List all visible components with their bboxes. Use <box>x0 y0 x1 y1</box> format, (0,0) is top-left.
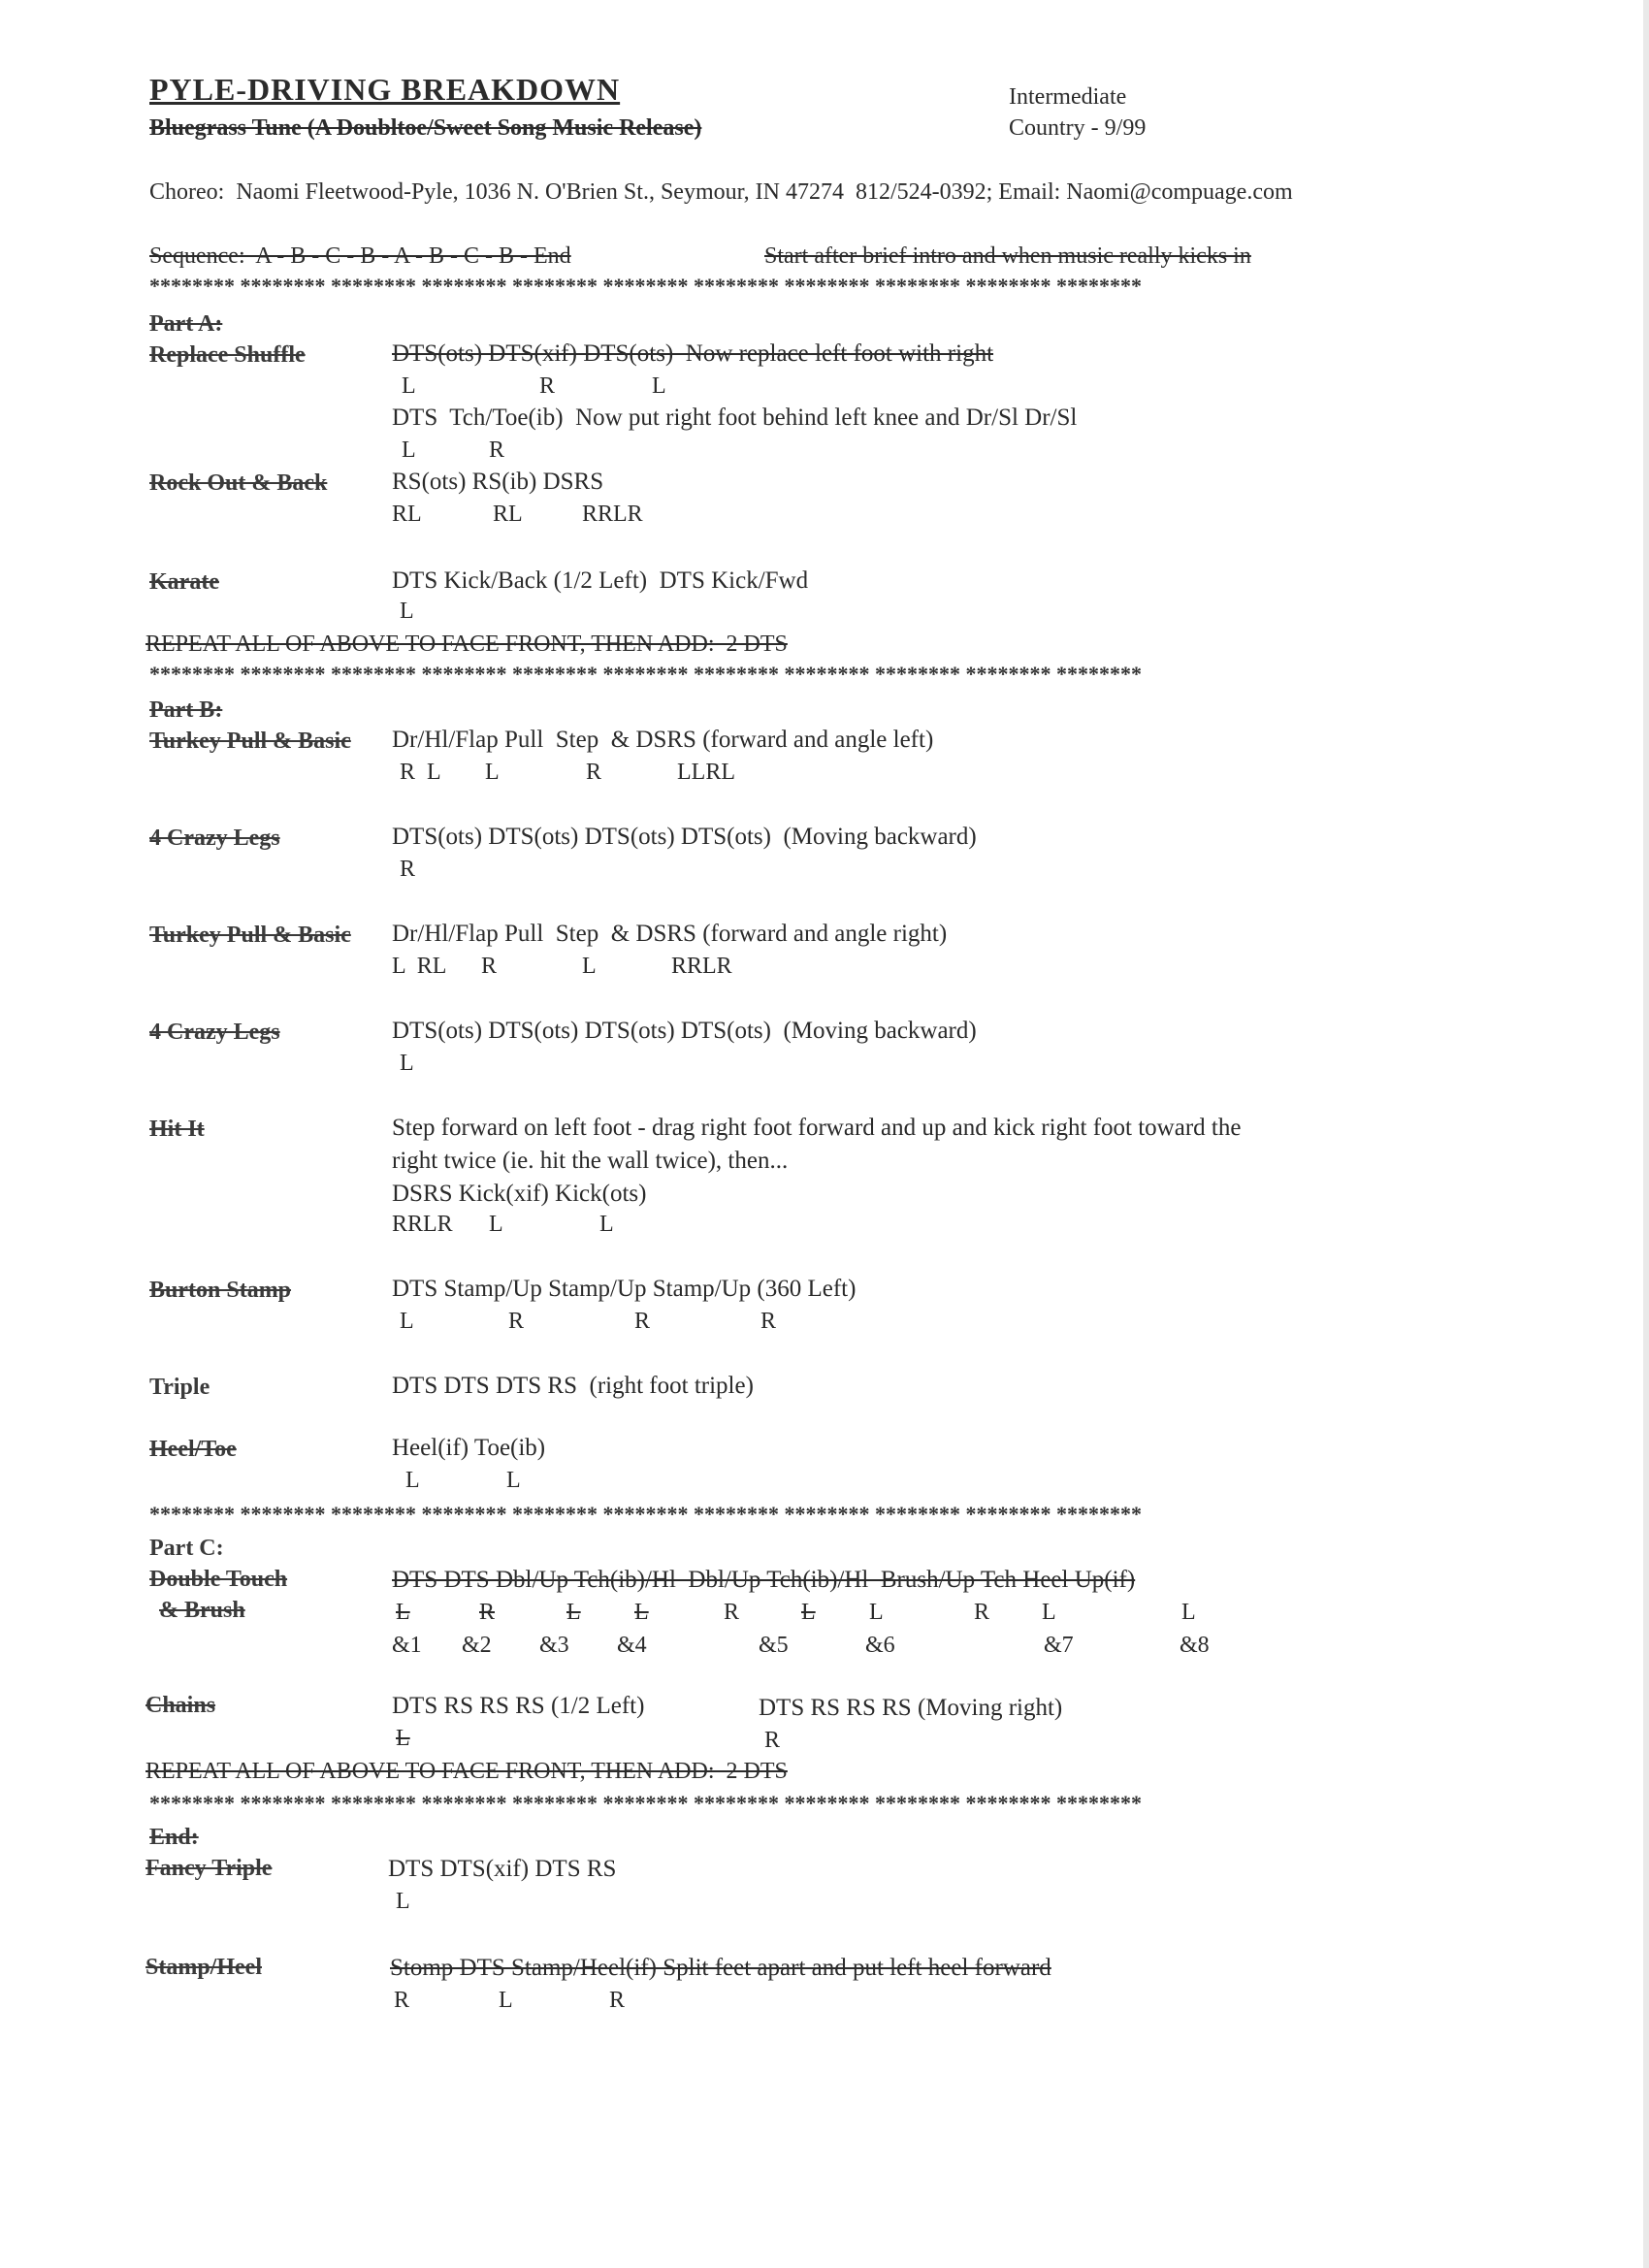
step-label-heel-toe: Heel/Toe <box>149 1437 237 1462</box>
foot-marker: L <box>402 437 416 463</box>
step-label-stamp-heel: Stamp/Heel <box>146 1955 262 1980</box>
foot-marker: R <box>400 857 416 882</box>
count-marker: &8 <box>1180 1633 1210 1658</box>
foot-marker: R <box>479 1600 496 1625</box>
foot-marker: L <box>396 1600 410 1625</box>
part-a-heading: Part A: <box>149 311 223 337</box>
foot-marker: L <box>400 1051 414 1076</box>
step-label-double-touch: Double Touch <box>149 1567 288 1592</box>
foot-marker: R <box>634 1309 651 1334</box>
count-marker: &6 <box>865 1633 895 1658</box>
foot-marker: L <box>599 1212 614 1237</box>
separator: ******** ******** ******** ******** ******** ******** ******** ******** ******** ******** ******** <box>149 1791 1142 1815</box>
foot-marker: L <box>400 1309 414 1334</box>
count-marker: &7 <box>1044 1633 1074 1658</box>
foot-marker: R <box>481 954 498 979</box>
step-label-rock-out: Rock Out & Back <box>149 470 328 496</box>
step-label-chains: Chains <box>146 1693 216 1718</box>
foot-marker: R <box>760 1309 777 1334</box>
part-c-heading: Part C: <box>149 1536 224 1561</box>
step-description: DTS(ots) DTS(xif) DTS(ots) Now replace left foot with right <box>392 340 994 367</box>
foot-marker: L RL <box>392 954 447 979</box>
foot-marker: R <box>764 1728 781 1753</box>
count-marker: &5 <box>759 1633 789 1658</box>
step-description: right twice (ie. hit the wall twice), then... <box>392 1148 789 1174</box>
step-description: RS(ots) RS(ib) DSRS <box>392 469 604 495</box>
step-description: DTS Stamp/Up Stamp/Up Stamp/Up (360 Left) <box>392 1276 857 1302</box>
step-description: Heel(if) Toe(ib) <box>392 1435 546 1461</box>
count-marker: &3 <box>539 1633 569 1658</box>
foot-marker: RL <box>392 502 422 527</box>
step-label-fancy-triple: Fancy Triple <box>146 1856 273 1881</box>
level-label: Intermediate <box>1009 84 1127 110</box>
foot-marker: L <box>396 1726 410 1751</box>
step-description: DTS RS RS RS (Moving right) <box>759 1695 1063 1721</box>
count-marker: &2 <box>462 1633 492 1658</box>
foot-marker: L <box>489 1212 503 1237</box>
repeat-instruction: REPEAT ALL OF ABOVE TO FACE FRONT, THEN ADD: 2 DTS <box>146 632 788 657</box>
step-label-crazy-legs: 4 Crazy Legs <box>149 1020 280 1045</box>
foot-marker: L <box>1181 1600 1196 1625</box>
separator: ******** ******** ******** ******** ******** ******** ******** ******** ******** ******** ******** <box>149 662 1142 686</box>
choreographer-info: Choreo: Naomi Fleetwood-Pyle, 1036 N. O'Brien St., Seymour, IN 47274 812/524-0392; Email: Naomi@compuage.com <box>149 179 1293 205</box>
step-label-double-touch-brush: & Brush <box>159 1598 245 1623</box>
foot-marker: R <box>489 437 505 463</box>
step-description: DTS RS RS RS (1/2 Left) <box>392 1693 645 1719</box>
foot-marker: LLRL <box>677 760 735 785</box>
step-label-hit-it: Hit It <box>149 1117 205 1142</box>
step-description: Step forward on left foot - drag right foot forward and up and kick right foot toward the <box>392 1115 1242 1141</box>
foot-marker: L <box>485 760 500 785</box>
step-description: DTS DTS Dbl/Up Tch(ib)/Hl Dbl/Up Tch(ib)/Hl Brush/Up Tch Heel Up(if) <box>392 1567 1136 1593</box>
foot-marker: L <box>566 1600 581 1625</box>
step-label-replace-shuffle: Replace Shuffle <box>149 342 306 368</box>
step-label-turkey-pull: Turkey Pull & Basic <box>149 729 351 754</box>
count-marker: &4 <box>617 1633 647 1658</box>
foot-marker: L <box>405 1468 420 1493</box>
scan-edge-shadow <box>1643 0 1649 2268</box>
step-description: DTS(ots) DTS(ots) DTS(ots) DTS(ots) (Moving backward) <box>392 824 977 850</box>
foot-marker: L <box>652 373 666 399</box>
foot-marker: L <box>634 1600 649 1625</box>
step-description: Dr/Hl/Flap Pull Step & DSRS (forward and angle right) <box>392 921 948 947</box>
foot-marker: RRLR <box>582 502 643 527</box>
foot-marker: L <box>869 1600 884 1625</box>
step-label-triple: Triple <box>149 1375 210 1400</box>
step-description: DTS Kick/Back (1/2 Left) DTS Kick/Fwd <box>392 567 809 594</box>
foot-marker: L <box>801 1600 816 1625</box>
step-description: Dr/Hl/Flap Pull Step & DSRS (forward and angle left) <box>392 727 934 753</box>
foot-marker: L <box>396 1889 410 1914</box>
separator: ******** ******** ******** ******** ******** ******** ******** ******** ******** ******** ******** <box>149 274 1142 298</box>
foot-marker: L <box>400 599 414 624</box>
foot-marker: R <box>508 1309 525 1334</box>
style-date: Country - 9/99 <box>1009 115 1147 141</box>
step-description: DTS Tch/Toe(ib) Now put right foot behind left knee and Dr/Sl Dr/Sl <box>392 405 1078 431</box>
foot-marker: L <box>402 373 416 399</box>
page-subtitle: Bluegrass Tune (A Doubltoe/Sweet Song Music Release) <box>149 115 702 141</box>
foot-marker: L <box>582 954 597 979</box>
part-b-heading: Part B: <box>149 697 223 723</box>
foot-marker: R L <box>400 760 441 785</box>
step-description: Stomp DTS Stamp/Heel(if) Split feet apart and put left heel forward <box>390 1955 1051 1981</box>
step-description: DTS DTS(xif) DTS RS <box>388 1856 617 1882</box>
foot-marker: L <box>499 1988 513 2013</box>
foot-marker: R <box>539 373 556 399</box>
step-label-burton-stamp: Burton Stamp <box>149 1278 292 1303</box>
foot-marker: R <box>724 1600 740 1625</box>
count-marker: &1 <box>392 1633 422 1658</box>
step-description: DTS(ots) DTS(ots) DTS(ots) DTS(ots) (Moving backward) <box>392 1018 977 1044</box>
foot-marker: R <box>609 1988 626 2013</box>
foot-marker: L <box>1042 1600 1056 1625</box>
foot-marker: RRLR <box>671 954 732 979</box>
foot-marker: R <box>586 760 602 785</box>
step-description: DTS DTS DTS RS (right foot triple) <box>392 1373 754 1399</box>
step-description: DSRS Kick(xif) Kick(ots) <box>392 1181 647 1207</box>
page-title: PYLE-DRIVING BREAKDOWN <box>149 72 621 107</box>
step-label-karate: Karate <box>149 569 219 595</box>
step-label-turkey-pull: Turkey Pull & Basic <box>149 923 351 948</box>
repeat-instruction: REPEAT ALL OF ABOVE TO FACE FRONT, THEN ADD: 2 DTS <box>146 1759 788 1784</box>
foot-marker: RRLR <box>392 1212 453 1237</box>
foot-marker: L <box>506 1468 521 1493</box>
end-heading: End: <box>149 1825 199 1850</box>
foot-marker: R <box>394 1988 410 2013</box>
foot-marker: R <box>974 1600 990 1625</box>
step-label-crazy-legs: 4 Crazy Legs <box>149 826 280 851</box>
separator: ******** ******** ******** ******** ******** ******** ******** ******** ******** ******** ******** <box>149 1502 1142 1526</box>
start-note: Start after brief intro and when music really kicks in <box>764 243 1251 269</box>
sequence-line: Sequence: A - B - C - B - A - B - C - B - End <box>149 243 571 269</box>
foot-marker: RL <box>493 502 523 527</box>
